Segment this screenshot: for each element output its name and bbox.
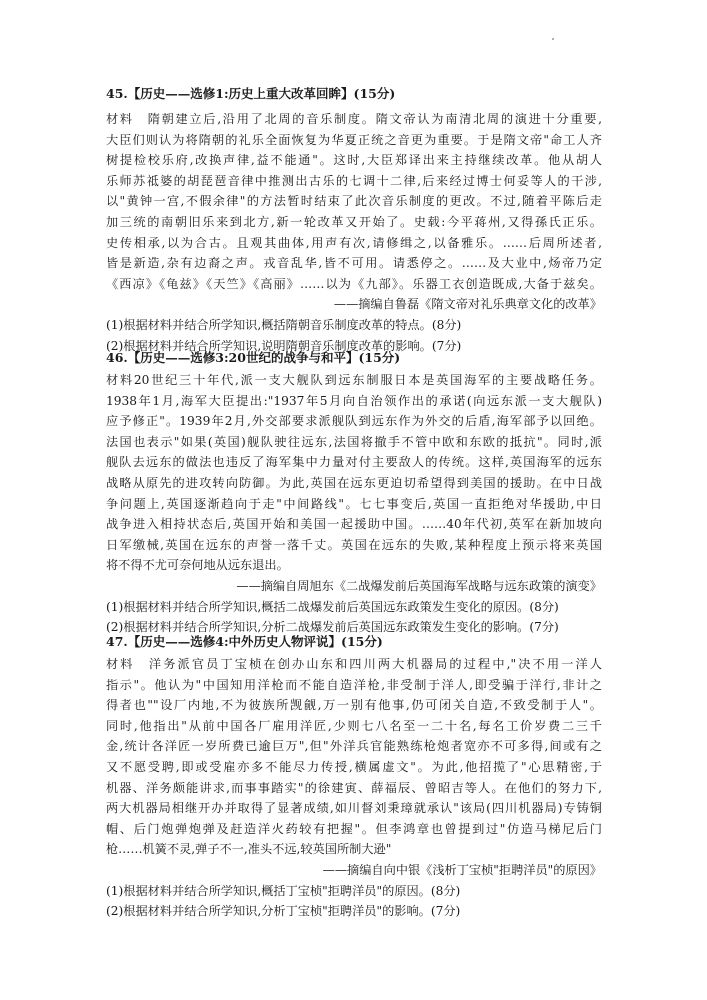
q45-line-5: 以"黄钟一宫,不假余律"的方法暂时结束了此次音乐制度的更改。不过,随着平陈后走	[106, 194, 602, 209]
q45-line-4: 乐师苏祗婆的胡琵琶音律中推测出古乐的七调十二律,后来经过博士何妥等人的干涉,	[106, 173, 602, 188]
q45-subquestion-2: (2)根据材料并结合所学知识,说明隋朝音乐制度改革的影响。(7分)	[106, 338, 462, 353]
q47-line-9: 帽、后门炮弹炮弹及赶造洋火药较有把握"。但李鸿章也曾提到过"仿造马梯尼后门	[106, 821, 602, 836]
q47-subquestion-1: (1)根据材料并结合所学知识,概括丁宝桢"拒聘洋员"的原因。(8分)	[106, 883, 461, 898]
q47-source: ——摘编自向中银《浅析丁宝桢"拒聘洋员"的原因》	[322, 862, 602, 877]
q46-line-1: 材料20世纪三十年代,派一支大舰队到远东制服日本是英国海军的主要战略任务。	[106, 373, 602, 387]
q47-line-8: 两大机器局相继开办并取得了显著成绩,如川督刘秉璋就承认"该局(四川机器局)专铸铜	[106, 801, 602, 816]
q45-line-2: 大臣们则认为将隋朝的礼乐全面恢复为华夏正统之音更为重要。于是隋文帝"命工人齐	[106, 132, 602, 147]
q46-line-8: 战争进入相持状态后,英国开始和美国一起援助中国。……40年代初,英军在新加坡向	[106, 517, 602, 532]
q45-subquestion-1: (1)根据材料并结合所学知识,概括隋朝音乐制度改革的特点。(8分)	[106, 317, 462, 332]
q47-line-3: 得者也""设厂内地,不为彼族所觊觎,万一别有他事,仍可闭关自造,不致受制于人"。	[106, 698, 602, 713]
q46-line-7: 争问题上,英国逐渐趋向于走"中间路线"。七七事变后,英国一直拒绝对华援助,中日	[106, 496, 602, 511]
q46-line-10: 将不得不尤可奈何地从远东退出。	[106, 558, 289, 573]
q46-line-6: 战略从原先的进攻转向防御。为此,英国在远东更迫切希望得到美国的援助。在中日战	[106, 475, 602, 490]
q45-line-9: 《西凉》《龟兹》《天竺》《高丽》……以为《九部》。乐器工衣创造既成,大备于兹矣。	[106, 276, 602, 291]
question-46	[106, 350, 602, 638]
q47-line-4: 同时,他指出"从前中国各厂雇用洋匠,少则七八名至一二十名,每名工价岁费二三千	[106, 718, 602, 733]
q46-line-4: 法国也表示"如果(英国)舰队驶往远东,法国将撤手不管中欧和东欧的抵抗"。同时,派	[106, 434, 602, 449]
q46-subquestion-2: (2)根据材料并结合所学知识,分析二战爆发前后英国远东政策发生变化的影响。(7分)	[106, 620, 559, 635]
q45-line-6: 加三统的南朝旧乐来到北方,新一轮改革又开始了。史载:今平蒋州,又得孫氏正乐。	[106, 214, 602, 229]
question-47	[106, 634, 602, 922]
q47-line-10: 枪……机簧不灵,弹子不一,准头不远,较英国所制大逊"	[106, 842, 392, 857]
q45-line-1: 材料 隋朝建立后,沿用了北周的音乐制度。隋文帝认为南清北周的演进十分重要,	[106, 112, 602, 126]
q46-line-2: 1938年1月,海军大臣提出:"1937年5月向自治领作出的承诺(向远东派一支大舰队)	[106, 393, 602, 408]
q46-line-5: 舰队去远东的做法也违反了海军集中力量对付主要敌人的传统。这样,英国海军的远东	[106, 455, 602, 470]
q47-subquestion-2: (2)根据材料并结合所学知识,分析丁宝桢"拒聘洋员"的影响。(7分)	[106, 904, 461, 919]
q46-subquestion-1: (1)根据材料并结合所学知识,概括二战爆发前后英国远东政策发生变化的原因。(8分)	[106, 599, 559, 614]
q45-source: ——摘编自鲁磊《隋文帝对礼乐典章文化的改革》	[333, 297, 602, 312]
q47-line-1: 材料 洋务派官员丁宝桢在创办山东和四川两大机器局的过程中,"决不用一洋人	[106, 657, 602, 671]
q47-line-6: 又不愿受聘,即或受雇亦多不能尽力传授,横属虚文"。为此,他招揽了"心思精密,于	[106, 759, 602, 774]
q45-line-8: 皆是新造,杂有边裔之声。戎音乱华,皆不可用。请悉停之。……及大业中,炀帝乃定	[106, 256, 602, 271]
q46-line-9: 日军缴械,英国在远东的声誉一落千丈。英国在远东的失败,某种程度上预示将来英国	[106, 537, 602, 552]
q46-line-3: 应予修正"。1939年2月,外交部要求派舰队到远东作为外交的后盾,海军部予以回绝。	[106, 414, 602, 429]
q47-line-7: 机器、洋务颇能讲求,而事事踏实"的徐建寅、薛福辰、曾昭吉等人。在他们的努力下,	[106, 780, 602, 795]
question-45-header: 45.【历史——选修1:历史上重大改革回眸】(15分)	[106, 86, 396, 101]
question-46-header: 46.【历史——选修3:20世纪的战争与和平】(15分)	[106, 350, 401, 365]
question-47-header: 47.【历史——选修4:中外历史人物评说】(15分)	[106, 634, 383, 649]
q45-line-3: 树提检校乐府,改换声律,益不能通"。这时,大臣郑译出来主持继续改革。他从胡人	[106, 153, 602, 168]
page-speck	[552, 38, 554, 40]
q47-line-2: 指示"。他认为"中国知用洋枪而不能自造洋枪,非受制于洋人,即受骗于洋行,非计之	[106, 677, 602, 692]
q45-line-7: 史传相承,以为合古。且观其曲体,用声有次,请修缉之,以备雅乐。……后周所述者,	[106, 235, 602, 250]
q46-source: ——摘编自周旭东《二战爆发前后英国海军战略与远东政策的演变》	[236, 578, 602, 593]
question-45	[106, 86, 602, 356]
q47-line-5: 金,统计各洋匠一岁所费已逾巨万",但"外洋兵官能熟练枪炮者宽亦不可多得,间或有之	[106, 739, 602, 754]
